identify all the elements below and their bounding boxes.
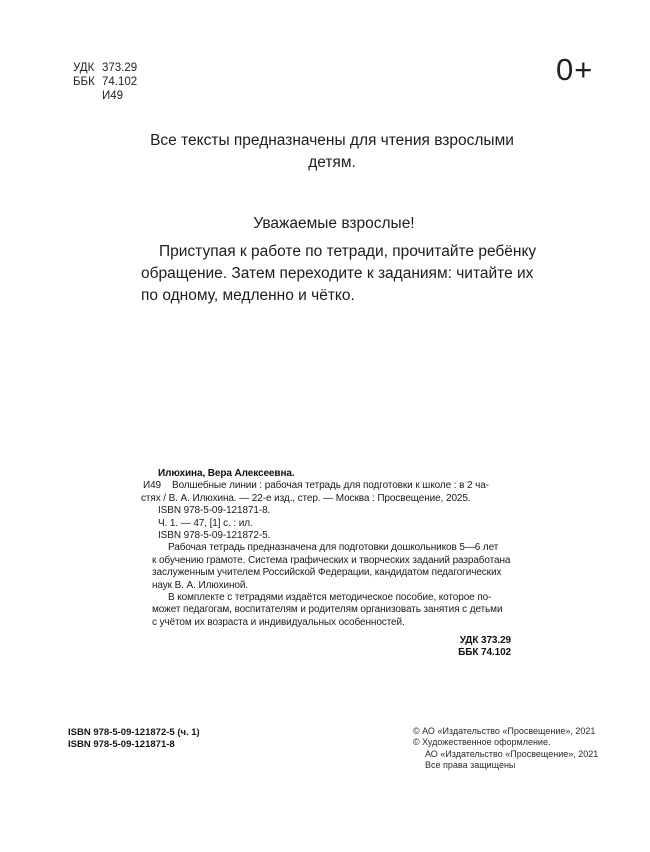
udk-value: 373.29: [102, 62, 138, 74]
reading-notice-line: детям.: [308, 154, 356, 171]
udk-label: УДК: [73, 62, 95, 74]
author-name: Илюхина, Вера Алексеевна.: [158, 468, 295, 479]
isbn-line: ISBN 978-5-09-121872-5.: [158, 530, 271, 542]
annotation-line: может педагогам, воспитателям и родителям организовать занятия с детьми: [152, 604, 503, 616]
reading-notice-line: Все тексты предназначены для чтения взрослыми: [150, 132, 514, 149]
annotation: [152, 542, 511, 629]
annotation-line: наук В. А. Илюхиной.: [152, 579, 249, 591]
address-to-adults: [141, 213, 537, 307]
bbk-value: 74.102: [102, 76, 138, 88]
address-line: по одному, медленно и чётко.: [141, 287, 355, 304]
annotation-line: к обучению грамоте. Система графических и творческих заданий разработана: [152, 554, 511, 566]
isbn-block: [68, 727, 200, 751]
isbn-line: ISBN 978-5-09-121871-8.: [158, 505, 271, 517]
address-line: Приступая к работе по тетради, прочитайте ребёнку: [159, 243, 537, 260]
udk-row: [73, 61, 137, 75]
address-line: обращение. Затем переходите к заданиям: читайте их: [141, 265, 534, 282]
card-line: Ч. 1. — 47, [1] с. : ил.: [158, 517, 253, 529]
udk-bbk-footer: [141, 635, 511, 658]
author-code: И49: [102, 90, 124, 102]
copyright-block: [413, 726, 598, 772]
annotation-line: Рабочая тетрадь предназначена для подготовки дошкольников 5—6 лет: [168, 542, 499, 554]
reading-notice: [122, 130, 542, 174]
card-title-line: [141, 480, 511, 492]
bbk-number: ББК 74.102: [458, 646, 511, 658]
annotation-line: В комплекте с тетрадями издаётся методическое пособие, которое по-: [168, 592, 492, 604]
classification-block: [73, 61, 137, 103]
catalog-card: [141, 468, 511, 658]
isbn-line: ISBN 978-5-09-121872-5 (ч. 1): [68, 727, 200, 738]
copyright-line: АО «Издательство «Просвещение», 2021: [425, 748, 599, 759]
annotation-line: с учётом их возраста и индивидуальных особенностей.: [152, 616, 405, 628]
copyright-line: Все права защищены: [425, 760, 516, 771]
isbn-line: ISBN 978-5-09-121871-8: [68, 738, 175, 750]
address-heading: Уважаемые взрослые!: [253, 215, 415, 232]
card-line: Волшебные линии : рабочая тетрадь для подготовки к школе : в 2 ча-: [172, 480, 489, 492]
bbk-label: ББК: [73, 76, 95, 88]
copyright-line: © АО «Издательство «Просвещение», 2021: [413, 726, 596, 736]
card-line: стях / В. А. Илюхина. — 22-е изд., стер. — Москва : Просвещение, 2025.: [141, 492, 471, 504]
catalog-code: И49: [143, 480, 162, 492]
udk-number: УДК 373.29: [459, 635, 511, 647]
annotation-line: заслуженным учителем Российской Федерации, кандидатом педагогических: [152, 567, 502, 579]
bbk-row: [73, 75, 137, 89]
copyright-line: © Художественное оформление.: [413, 737, 551, 748]
age-rating-badge: 0+: [556, 52, 594, 87]
